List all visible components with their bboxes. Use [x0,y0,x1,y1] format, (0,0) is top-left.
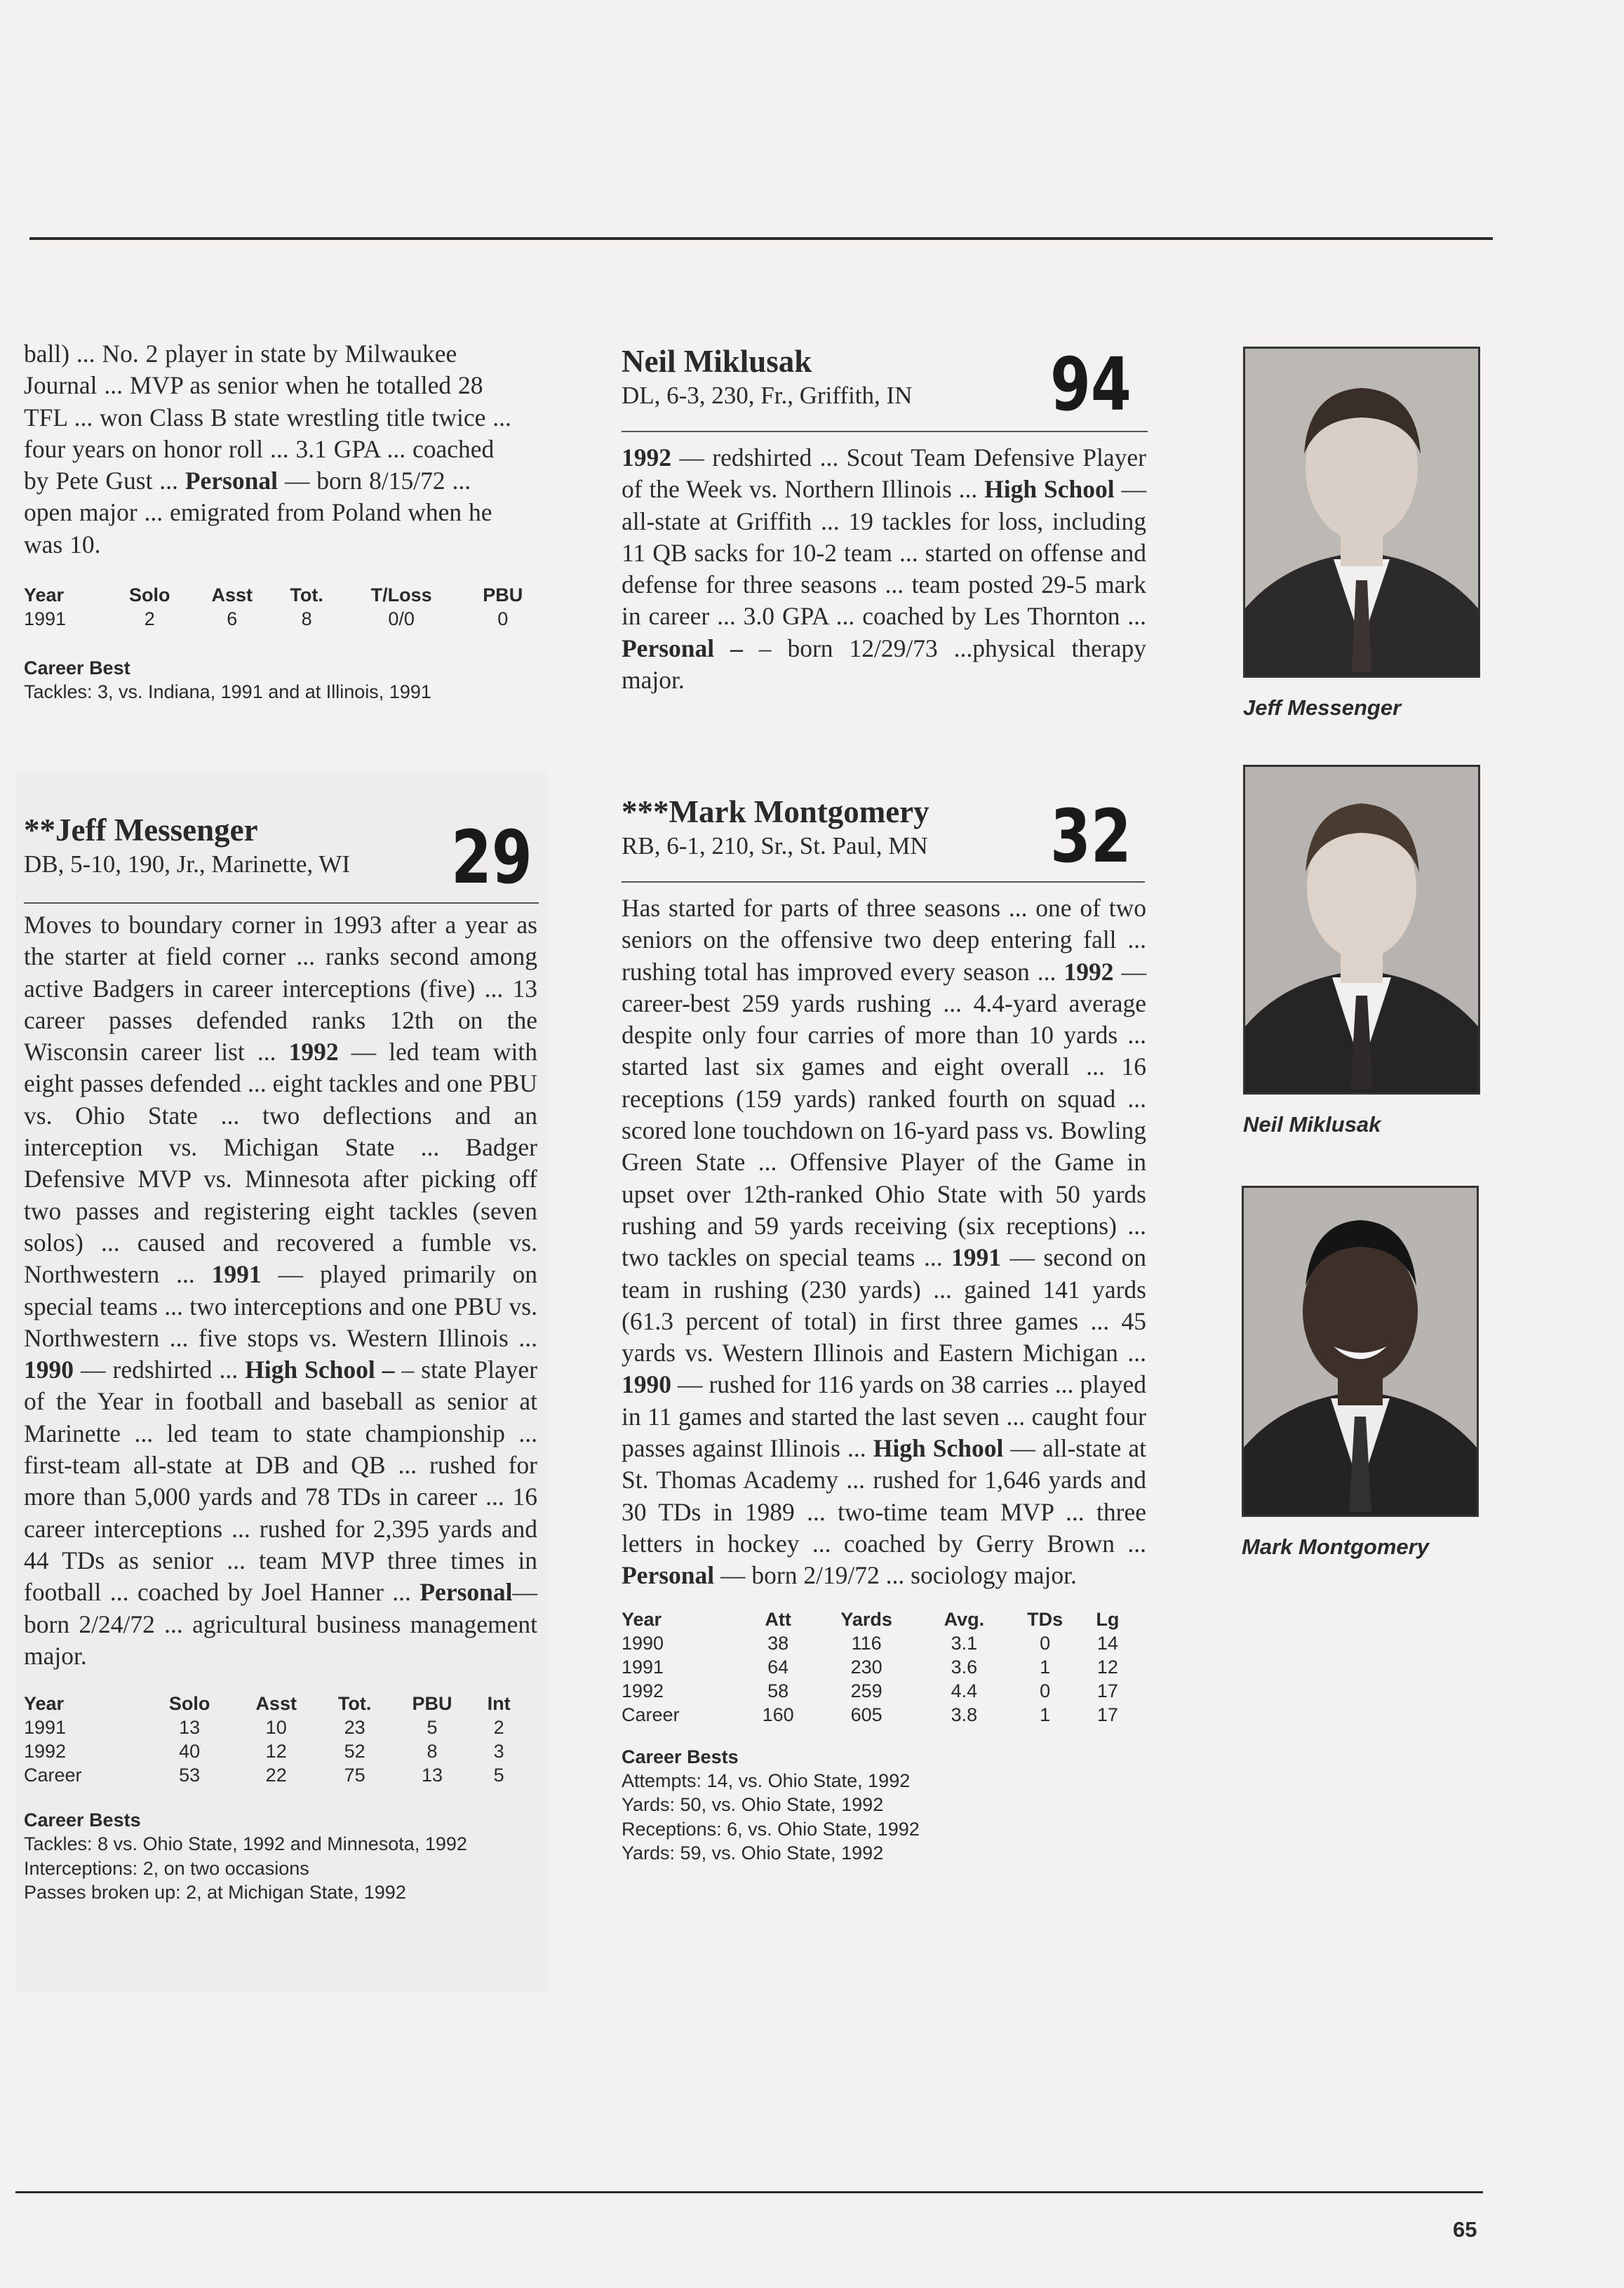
table-row [24,1715,523,1739]
table-cell: 12 [265,1741,287,1762]
table-header-cell: Solo [168,1693,210,1715]
table-header-cell: Int [487,1693,511,1715]
table-cell: 52 [344,1741,365,1762]
top-rule [29,237,1493,240]
table-cell: 64 [767,1656,789,1678]
table-cell: 2 [493,1717,504,1739]
table-cell: 1991 [24,608,67,630]
table-cell: 5 [427,1717,438,1739]
table-header-cell: Year [24,584,65,606]
left-column [24,338,537,704]
carryover-line: TFL ... won Class B state wrestling title twice ... [24,403,511,431]
carryover-paragraph [24,338,537,561]
table-cell: 23 [344,1717,365,1739]
bio-bold-run: Personal [420,1578,513,1607]
table-cell: 17 [1096,1704,1118,1725]
career-bests-title: Career Bests [24,1809,141,1831]
table-header-cell: Solo [129,584,170,606]
table-cell: 5 [493,1765,504,1786]
career-bests-title: Career Bests [622,1746,739,1767]
table-cell: 14 [1096,1632,1118,1654]
player-name: Neil Miklusak [622,344,812,379]
portrait-silhouette-icon [1244,1188,1477,1515]
bio-text-run: — led team with eight passes defended ... eight tackles and one PBU vs. Ohio State ... two deflections and an interception vs. Michigan State ... Badger Defensive MVP vs. Minnesota after picking off two passes and registering eight tackles (seven solos) ... caused and recovered a fumble vs. Northwestern ... [24,1038,537,1289]
career-best-line: Tackles: 3, vs. Indiana, 1991 and at Illinois, 1991 [24,681,431,703]
player-name: **Jeff Messenger [24,812,258,848]
section-divider [622,881,1145,883]
table-cell: 4.4 [951,1680,978,1701]
stats-table-1 [24,583,543,631]
table-cell: 230 [850,1656,883,1678]
photo-caption: Jeff Messenger [1243,695,1402,720]
carryover-line: was 10. [24,530,101,558]
table-row [622,1631,1132,1655]
table-header-cell: Att [765,1608,791,1630]
table-header-cell: Asst [211,584,253,606]
photo-caption: Mark Montgomery [1242,1534,1429,1559]
carryover-line: by Pete Gust ... [24,467,185,495]
bio-text-run: – born 12/29/73 ...physical therapy major. [622,634,1146,695]
table-cell: 3.8 [951,1704,978,1725]
table-cell: 3 [493,1741,504,1762]
carryover-line: open major ... emigrated from Poland when he [24,498,492,527]
table-cell: 160 [762,1704,794,1725]
carryover-bold: Personal [184,467,278,495]
table-cell: 10 [265,1717,287,1739]
section-divider [622,431,1148,432]
table-header-cell: Yards [840,1608,892,1630]
player-info: DL, 6-3, 230, Fr., Griffith, IN [622,382,913,409]
bio-text-run: — rushed for 116 yards on 38 carries ... played in 11 games and started the last seven ... caught four passes against Illinois ... [622,1370,1146,1463]
table-cell: Career [24,1765,82,1786]
bio-bold-run: 1991 [211,1260,262,1289]
player-header-messenger [24,811,417,880]
page-number: 65 [1453,2217,1477,2242]
headshot-photo [1243,765,1480,1095]
jersey-number: 29 [451,815,532,900]
career-best-line: Interceptions: 2, on two occasions [24,1857,309,1879]
table-cell: 40 [179,1741,201,1762]
player-info: RB, 6-1, 210, Sr., St. Paul, MN [622,832,928,859]
career-best-line: Passes broken up: 2, at Michigan State, 1992 [24,1882,406,1904]
table-cell: 17 [1096,1680,1118,1701]
stats-table-3 [622,1607,1132,1727]
table-cell: 1992 [622,1680,664,1701]
table-row [24,607,543,631]
table-cell: 8 [427,1741,438,1762]
bio-text-run: — redshirted ... Scout Team Defensive Player of the Week vs. Northern Illinois ... [622,443,1146,504]
stats-table-2 [24,1692,523,1787]
bottom-rule [15,2191,1483,2193]
table-cell: 605 [850,1704,883,1725]
table-cell: 116 [851,1632,882,1654]
table-cell: Career [622,1704,680,1725]
player-header-miklusak [622,342,1042,411]
portrait-silhouette-icon [1245,767,1478,1092]
table-cell: 58 [767,1680,789,1701]
bio-bold-run: Personal – [622,634,743,662]
bio-bold-run: Personal [622,1561,715,1590]
table-cell: 3.1 [951,1632,978,1654]
bio-paragraph [24,909,537,1672]
bio-bold-run: 1992 [1063,957,1114,986]
bio-text-run: — born 2/24/72 ... agricultural business management major. [24,1578,537,1670]
table-header-cell: Year [24,1693,65,1715]
table-cell: 13 [422,1765,443,1786]
career-best-title: Career Best [24,657,130,679]
player-header-montgomery [622,793,1071,862]
table-cell: 0 [1040,1632,1051,1654]
carryover-line: four years on honor roll ... 3.1 GPA ... coached [24,434,495,463]
table-row [24,1763,523,1787]
table-header-cell: Tot. [337,1693,372,1715]
table-cell: 13 [179,1717,201,1739]
table-cell: 1991 [622,1656,664,1678]
bio-montgomery [622,892,1146,1866]
bio-text-run: — career-best 259 yards rushing ... 4.4-yard average despite only four carries of more than 10 yards ... started last six games and eight overall ... 16 receptions (159 yards) ranked fourth on squad ... scored lone touchdown on 16-yard pass vs. Bowling Green State ... Offensive Player of the Game in upset over 12th-ranked Ohio State with 50 yards rushing and 59 yards receiving (six receptions) ... two tackles on special teams ... [622,957,1147,1272]
bio-paragraph [622,892,1146,1592]
bio-text-run: — all-state at St. Thomas Academy ... rushed for 1,646 yards and 30 TDs in 1989 ... two-time team MVP ... three letters in hockey ... coached by Gerry Brown ... [622,1434,1147,1558]
bio-bold-run: High School [873,1434,1004,1463]
bio-text-run: Has started for parts of three seasons ... one of two seniors on the offensive two deep entering fall ... rushing total has improved every season ... [622,894,1146,986]
table-cell: 1991 [24,1717,67,1739]
carryover-line: — born 8/15/72 ... [277,467,471,495]
career-best-line: Tackles: 8 vs. Ohio State, 1992 and Minnesota, 1992 [24,1833,467,1855]
bio-text-run: – state Player of the Year in football and baseball as senior at Marinette ... led team to state championship ... first-team all-state at DB and QB ... rushed for more than 5,000 yards and 78 TDs in career ... 16 career interceptions ... rushed for 2,395 yards and 44 TDs as senior ... team MVP three times in football ... coached by Joel Hanner ... [24,1356,538,1607]
bio-bold-run: 1991 [951,1243,1002,1272]
jersey-number: 32 [1050,794,1132,879]
table-cell: 259 [850,1680,883,1701]
table-header-cell: TDs [1027,1608,1063,1630]
table-cell: 53 [179,1765,201,1786]
table-cell: 1992 [24,1741,67,1762]
table-cell: 3.6 [951,1656,978,1678]
carryover-line: Journal ... MVP as senior when he totalled 28 [24,371,483,400]
table-cell: 1990 [622,1632,664,1654]
table-cell: 2 [144,608,155,630]
table-cell: 0/0 [388,608,415,630]
table-cell: 38 [767,1632,789,1654]
table-cell: 6 [227,608,238,630]
table-row [24,1739,523,1763]
table-cell: 75 [344,1765,365,1786]
portrait-silhouette-icon [1245,349,1478,676]
table-cell: 1 [1040,1704,1051,1725]
player-info: DB, 5-10, 190, Jr., Marinette, WI [24,850,350,878]
jersey-number: 94 [1050,342,1132,427]
table-header-cell: Asst [255,1693,297,1715]
career-best-line: Attempts: 14, vs. Ohio State, 1992 [622,1769,911,1791]
photo-caption: Neil Miklusak [1243,1112,1381,1137]
table-cell: 12 [1096,1656,1118,1678]
career-best-line: Receptions: 6, vs. Ohio State, 1992 [622,1818,920,1840]
table-header-cell: PBU [483,584,523,606]
table-header-cell: Tot. [290,584,323,606]
headshot-photo [1243,347,1480,678]
bio-text-run: — born 2/19/72 ... sociology major. [714,1561,1077,1590]
table-cell: 1 [1040,1656,1051,1678]
table-cell: 0 [1040,1680,1051,1701]
player-name: ***Mark Montgomery [622,794,930,829]
bio-messenger [24,909,537,1905]
bio-bold-run: High School [984,475,1115,504]
bio-paragraph [622,442,1146,696]
bio-bold-run: 1992 [288,1038,339,1066]
career-best-line: Yards: 50, vs. Ohio State, 1992 [622,1794,884,1816]
bio-text-run: — played primarily on special teams ... two interceptions and one PBU vs. Northwestern ... five stops vs. Western Illinois ... [24,1260,537,1352]
table-header-cell: Year [622,1608,662,1630]
table-row [622,1655,1132,1679]
career-best-line: Yards: 59, vs. Ohio State, 1992 [622,1842,884,1864]
bio-miklusak [622,442,1146,696]
table-header-cell: Avg. [944,1608,985,1630]
table-header-cell: Lg [1096,1608,1120,1630]
bio-bold-run: High School – [245,1356,395,1384]
table-row [622,1679,1132,1703]
bio-text-run: — all-state at Griffith ... 19 tackles for loss, including 11 QB sacks for 10-2 team ... started on offense and defense for three seasons ... team posted 29-5 mark in career ... 3.0 GPA ... coached by Les Thornton ... [622,475,1146,631]
table-header-cell: T/Loss [370,584,432,606]
table-cell: 22 [265,1765,287,1786]
table-cell: 0 [497,608,509,630]
bio-text-run: — redshirted ... [74,1356,246,1384]
bio-bold-run: 1992 [622,443,671,471]
bio-bold-run: 1990 [24,1356,74,1384]
table-cell: 8 [301,608,312,630]
bio-text-run: — second on team in rushing (230 yards) ... gained 141 yards (61.3 percent of total) in first three games ... 45 yards vs. Western Illinois and Eastern Michigan ... [622,1243,1146,1367]
headshot-photo [1242,1186,1479,1517]
section-divider [24,902,539,904]
bio-text-run: Moves to boundary corner in 1993 after a year as the starter at field corner ... ranks second among active Badgers in career interceptions (five) ... 13 career passes defended ranks 12th on the Wisconsin career list ... [24,911,537,1066]
bio-bold-run: 1990 [622,1370,671,1399]
table-row [622,1703,1132,1727]
carryover-line: ball) ... No. 2 player in state by Milwaukee [24,340,457,368]
table-header-cell: PBU [412,1693,452,1715]
